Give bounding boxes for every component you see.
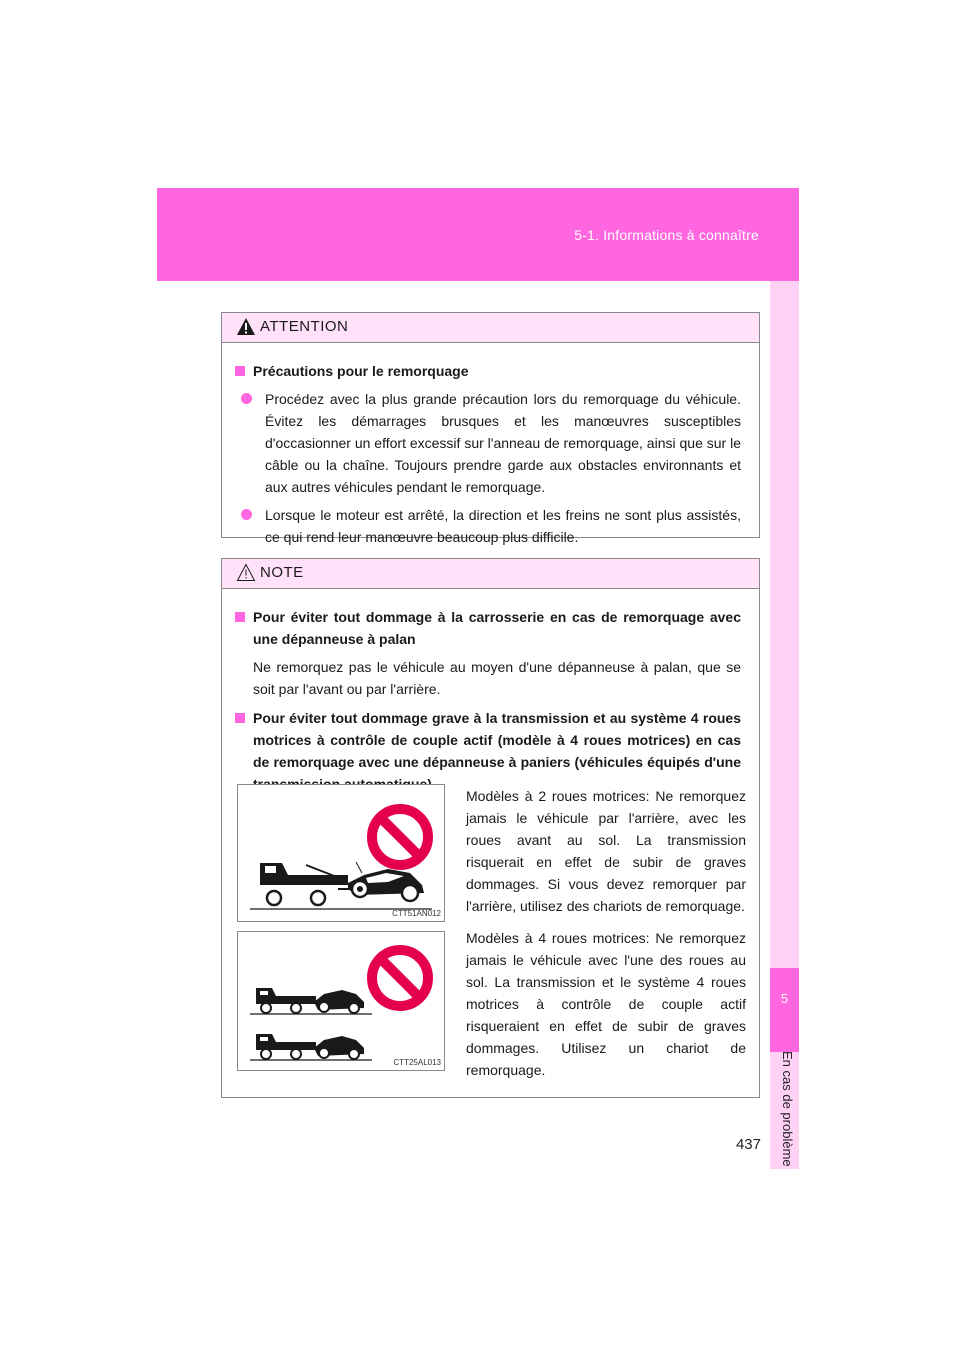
prohibited-icon: [372, 809, 428, 865]
page-number: 437: [735, 1136, 761, 1153]
attention-bullet: Lorsque le moteur est arrêté, la direction et les freins ne sont plus assistés, ce qui rend leur manœuvre beaucoup plus difficile.: [235, 504, 741, 548]
square-bullet-icon: [235, 366, 245, 376]
chapter-title: En cas de problème: [780, 1051, 795, 1167]
square-bullet-icon: [235, 713, 245, 723]
figure-code: CTT25AL013: [393, 1058, 441, 1067]
chapter-number: 5: [780, 991, 789, 1006]
attention-title: ATTENTION: [260, 318, 349, 335]
note-section-title: Pour éviter tout dommage grave à la transmission et au système 4 roues motrices à contrôle de couple actif (modèle à 4 roues motrices) en cas de remorquage avec une dépanneuse à paniers (véhicules équipés d'une: [235, 707, 741, 795]
chapter-side-tab: [770, 281, 799, 1169]
figure-code: CTT51AN012: [392, 909, 441, 918]
figure-4wd-towing: [237, 931, 445, 1071]
tow-truck-illustration: [238, 932, 444, 1070]
round-bullet-icon: [241, 393, 252, 404]
prohibited-icon: [372, 950, 428, 1006]
warning-icon: [236, 317, 256, 336]
square-bullet-icon: [235, 612, 245, 622]
chapter-tab-active: [770, 968, 799, 1052]
figure-4wd-text: Modèles à 4 roues motrices: Ne remorquez jamais le véhicule avec l'une des roues au sol. La transmission et le système 4 roues motrices à contrôle de couple actif risqueraient en effet de subir de graves dommages. Utilisez un chariot de remorquage.: [466, 930, 746, 1078]
attention-header: [222, 313, 759, 343]
header-band: [157, 188, 799, 281]
note-title: NOTE: [260, 564, 304, 581]
tow-truck-illustration: [238, 785, 444, 921]
attention-bullet: Procédez avec la plus grande précaution lors du remorquage du véhicule. Évitez les démarrages brusques et les manœuvres susceptibles d'occasionner un effort excessif sur l'anneau de remorquage, ainsi que sur le câble ou la chaîne. Toujours prendre garde aux obstacles environnants et aux autres véhicules pendant le remorquage.: [235, 388, 741, 498]
section-header: 5-1. Informations à connaître: [574, 227, 759, 243]
note-header: [222, 559, 759, 589]
attention-box: [221, 312, 760, 545]
note-paragraph: Ne remorquez pas le véhicule au moyen d'une dépanneuse à palan, que se soit par l'avant ou par l'arrière.: [253, 659, 741, 697]
round-bullet-icon: [241, 509, 252, 520]
caution-outline-icon: [236, 563, 256, 582]
figure-2wd-text: Modèles à 2 roues motrices: Ne remorquez jamais le véhicule par l'arrière, avec les roues avant au sol. La transmission risquerait en effet de subir de graves dommages. Si vous devez remorquer par l'arrière, utilisez des chariots de remorquage.: [466, 788, 746, 914]
note-section-title: Pour éviter tout dommage à la carrosserie en cas de remorquage avec une dépanneuse à palan: [235, 606, 741, 650]
figure-2wd-towing: [237, 784, 445, 922]
attention-section-title: Précautions pour le remorquage: [235, 360, 741, 382]
